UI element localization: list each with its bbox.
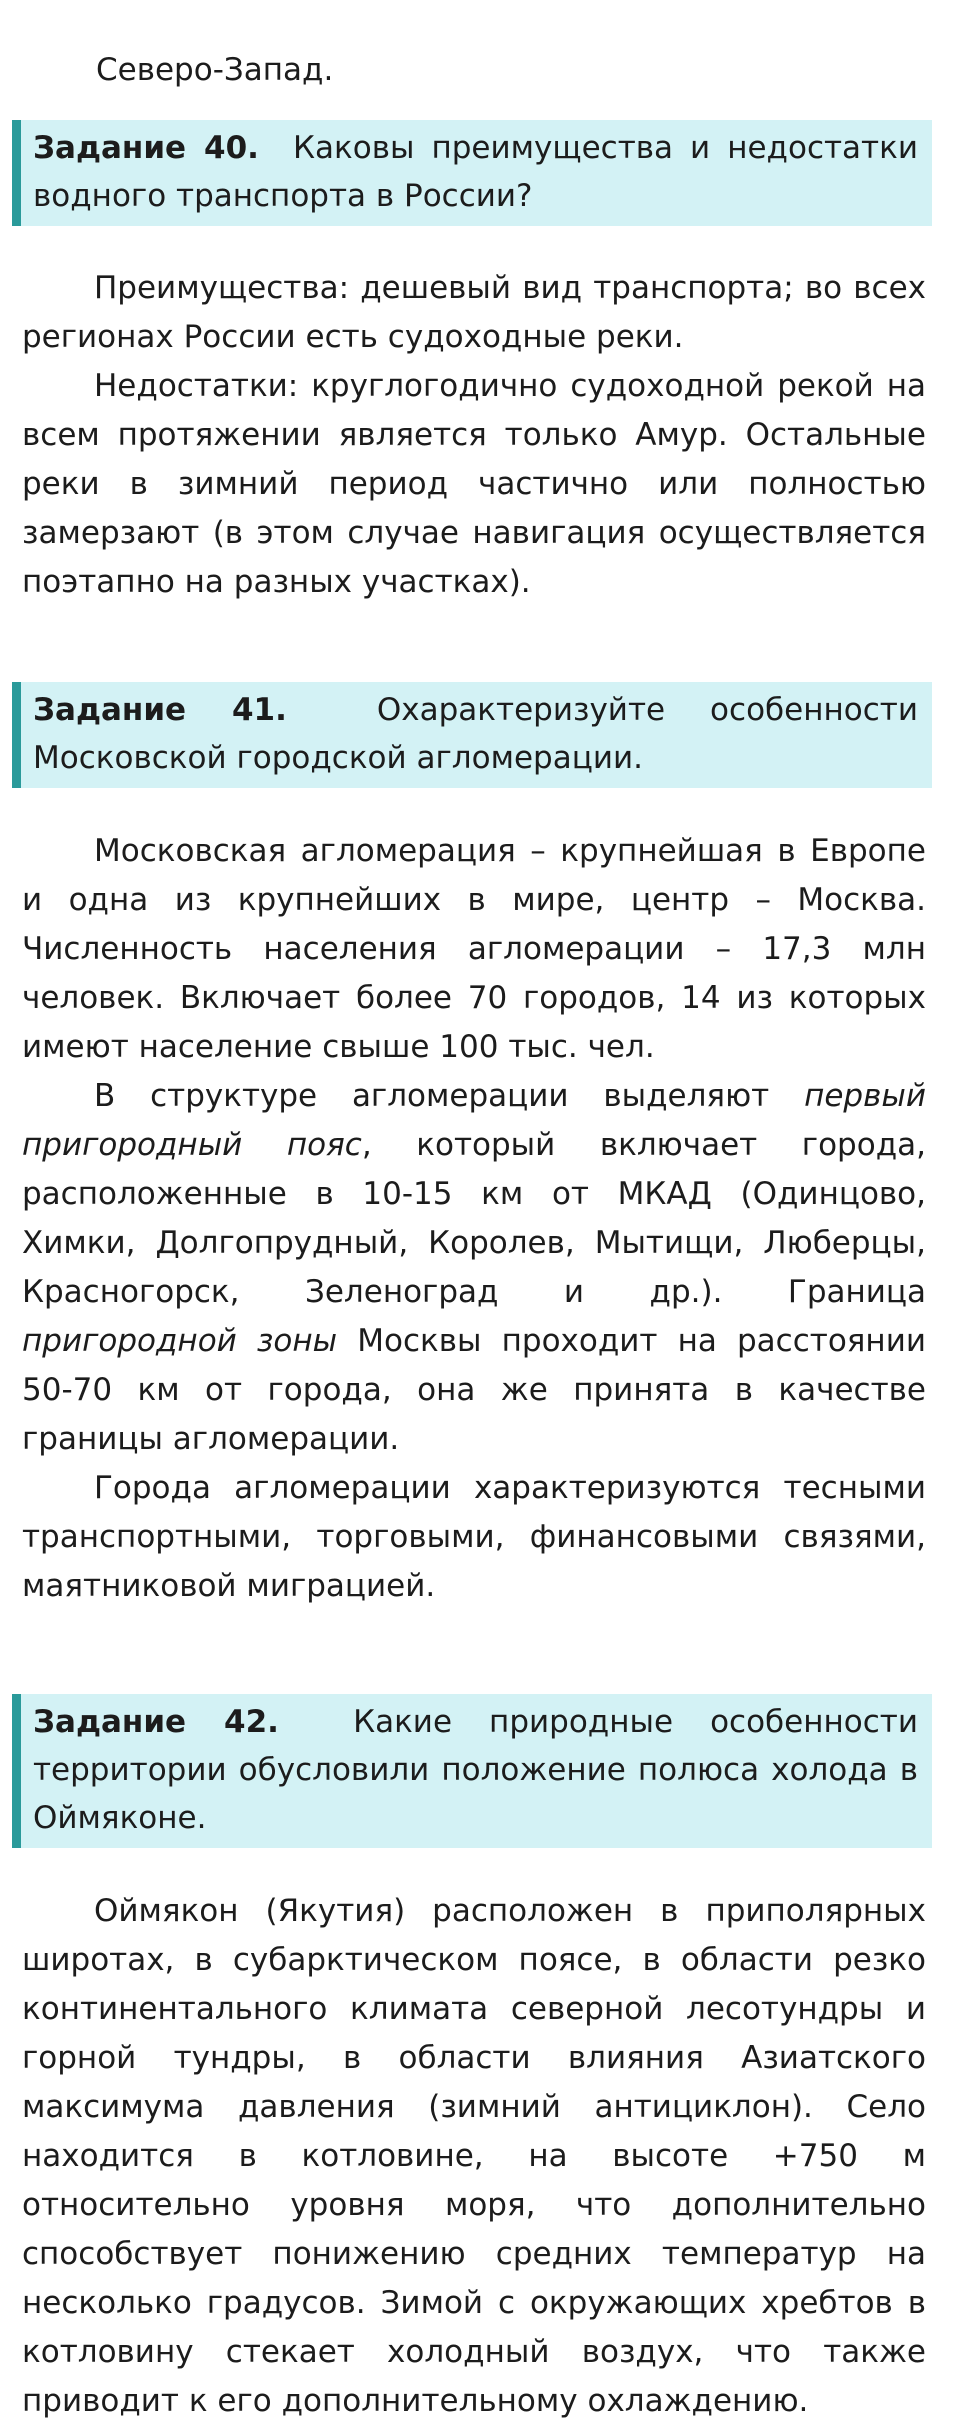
task-42-question: Какие природные особенности территории обусловили положение полюса холода в Оймяконе. [33,1704,918,1836]
answer-text-run: Оймякон (Якутия) расположен в приполярных широтах, в субарктическом поясе, в области резко континентального климата северной лесотундры и горной тундры, в области влияния Азиатского максимума давления (зимний антициклон). Село находится в котловине, на высоте +750 м относительно уровня моря, что дополнительно способствует понижению средних температур на несколько градусов. Зимой с окружающих хребтов в котловину стекает холодный воздух, что также приводит к его дополнительному охлаждению. [22,1893,926,2419]
task-41-paragraph-2 [22,1072,926,1464]
answer-text-run: Московская агломерация – крупнейшая в Европе и одна из крупнейших в мире, центр – Москва. Численность населения агломерации – 17,3 млн человек. Включает более 70 городов, 14 из которых имеют население свыше 100 тыс. чел. [22,833,926,1065]
answer-text-run: Города агломерации характеризуются тесными транспортными, торговыми, финансовыми связями, маятниковой миграцией. [22,1470,926,1604]
task-40-answer [22,264,926,607]
answer-text-run: Преимущества: дешевый вид транспорта; во всех регионах России есть судоходные реки. [22,270,926,355]
task-42-answer [22,1887,926,2426]
task-42-label: Задание 42. [33,1704,279,1740]
task-41-paragraph-1 [22,827,926,1072]
task-40-paragraph-1 [22,264,926,362]
answer-text-run: В структуре агломерации выделяют [94,1078,805,1114]
task-41-header [12,682,932,788]
answer-text-run: Недостатки: круглогодично судоходной рекой на всем протяжении является только Амур. Остальные реки в зимний период частично или полностью замерзают (в этом случае навигация осуществляется поэтапно на разных участках). [22,368,926,600]
task-40-paragraph-2 [22,362,926,607]
task-41-answer [22,827,926,1611]
answer-text-run: Москвы проходит на расстоянии 50-70 км от города, она же принята в качестве границы агломерации. [22,1323,926,1457]
task-40-header [12,120,932,226]
answer-text-run: первый пригородный пояс [22,1078,926,1163]
task-40-label: Задание 40. [33,130,259,166]
task-42-header [12,1694,932,1848]
task-42-paragraph-1 [22,1887,926,2426]
task-40-question: Каковы преимущества и недостатки водного транспорта в России? [33,130,918,214]
task-41-paragraph-3 [22,1464,926,1611]
answer-text-run: пригородной зоны [22,1323,338,1359]
task-41-label: Задание 41. [33,692,287,728]
task-41-question: Охарактеризуйте особенности Московской городской агломерации. [33,692,918,776]
intro-line: Северо-Запад. [96,52,334,88]
answer-text-run: , который включает города, расположенные в 10-15 км от МКАД (Одинцово, Химки, Долгопрудный, Королев, Мытищи, Люберцы, Красногорск, Зеленоград и др.). Граница [22,1127,926,1310]
